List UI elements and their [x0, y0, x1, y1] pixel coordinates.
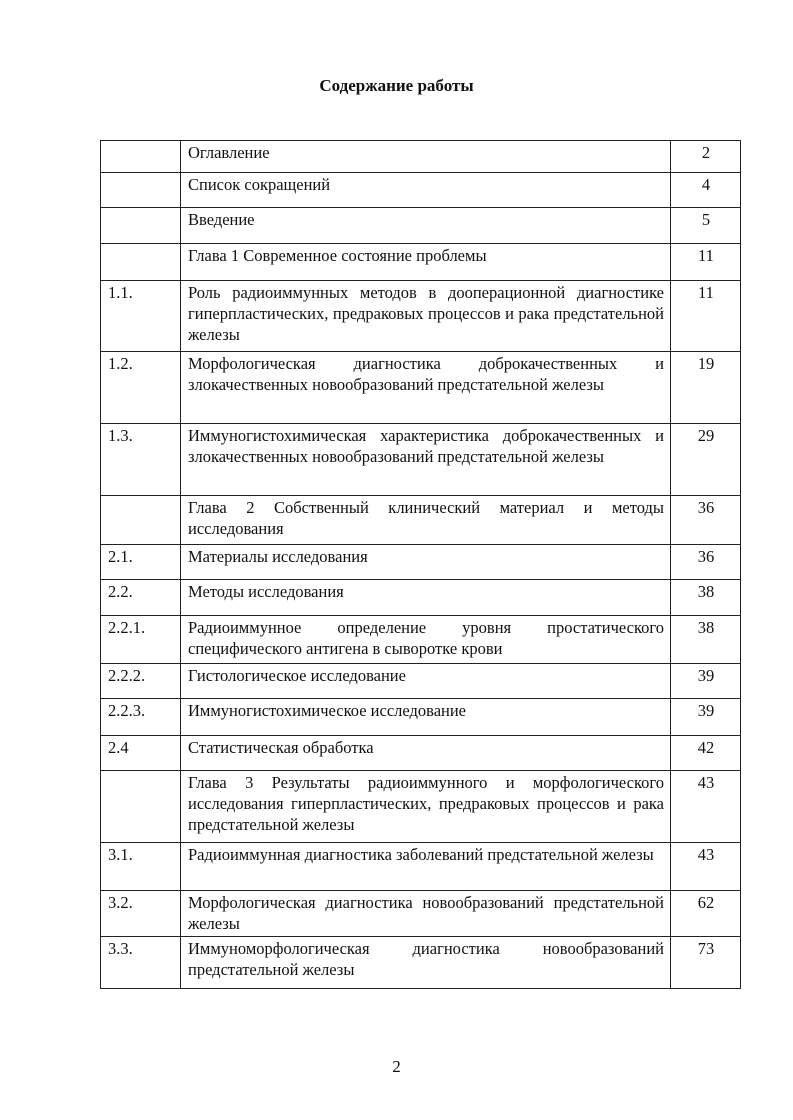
section-title: Морфологическая диагностика новообразований предстательной железы: [181, 891, 671, 937]
section-number: [101, 173, 181, 208]
section-page: 5: [671, 208, 741, 244]
section-number: [101, 496, 181, 545]
section-title: Иммуноморфологическая диагностика новообразований предстательной железы: [181, 937, 671, 989]
section-number: [101, 208, 181, 244]
table-row: [101, 496, 741, 545]
section-page: 38: [671, 580, 741, 616]
section-number: 3.2.: [101, 891, 181, 937]
section-page: 42: [671, 736, 741, 771]
section-title: Оглавление: [181, 141, 671, 173]
table-row: [101, 699, 741, 736]
section-title: Глава 3 Результаты радиоиммунного и морфологического исследования гиперпластических, предраковых процессов и рака предстательной железы: [181, 771, 671, 843]
section-page: 36: [671, 545, 741, 580]
section-title: Введение: [181, 208, 671, 244]
section-number: [101, 244, 181, 281]
section-title: Радиоиммунное определение уровня простатического специфического антигена в сыворотке крови: [181, 616, 671, 664]
table-row: [101, 937, 741, 989]
section-number: 1.3.: [101, 424, 181, 496]
section-page: 73: [671, 937, 741, 989]
section-page: 11: [671, 281, 741, 352]
table-row: [101, 616, 741, 664]
section-title: Список сокращений: [181, 173, 671, 208]
table-row: [101, 580, 741, 616]
table-row: [101, 771, 741, 843]
section-page: 11: [671, 244, 741, 281]
section-title: Морфологическая диагностика доброкачественных и злокачественных новообразований предстательной железы: [181, 352, 671, 424]
section-number: [101, 771, 181, 843]
section-number: 2.2.2.: [101, 664, 181, 699]
page-title: Содержание работы: [319, 76, 474, 95]
section-title: Глава 1 Современное состояние проблемы: [181, 244, 671, 281]
section-page: 43: [671, 843, 741, 891]
table-row: [101, 736, 741, 771]
table-row: [101, 244, 741, 281]
section-number: 1.2.: [101, 352, 181, 424]
section-page: 43: [671, 771, 741, 843]
section-page: 36: [671, 496, 741, 545]
table-row: [101, 208, 741, 244]
section-title: Роль радиоиммунных методов в дооперационной диагностике гиперпластических, предраковых процессов и рака предстательной железы: [181, 281, 671, 352]
section-page: 38: [671, 616, 741, 664]
section-number: 3.3.: [101, 937, 181, 989]
section-number: 1.1.: [101, 281, 181, 352]
section-title: Глава 2 Собственный клинический материал и методы исследования: [181, 496, 671, 545]
section-number: 2.2.1.: [101, 616, 181, 664]
section-title: Иммуногистохимическое исследование: [181, 699, 671, 736]
section-title: Радиоиммунная диагностика заболеваний предстательной железы: [181, 843, 671, 891]
section-title: Гистологическое исследование: [181, 664, 671, 699]
table-row: [101, 352, 741, 424]
table-row: [101, 424, 741, 496]
section-page: 19: [671, 352, 741, 424]
section-title: Материалы исследования: [181, 545, 671, 580]
table-row: [101, 281, 741, 352]
contents-table: [100, 140, 741, 989]
section-page: 29: [671, 424, 741, 496]
table-row: [101, 545, 741, 580]
table-row: [101, 141, 741, 173]
table-row: [101, 843, 741, 891]
section-title: Иммуногистохимическая характеристика доброкачественных и злокачественных новообразований предстательной железы: [181, 424, 671, 496]
section-page: 39: [671, 664, 741, 699]
section-number: 2.2.3.: [101, 699, 181, 736]
section-number: 2.1.: [101, 545, 181, 580]
table-row: [101, 891, 741, 937]
section-title: Статистическая обработка: [181, 736, 671, 771]
section-title: Методы исследования: [181, 580, 671, 616]
section-number: 2.4: [101, 736, 181, 771]
section-number: 2.2.: [101, 580, 181, 616]
section-page: 39: [671, 699, 741, 736]
section-number: [101, 141, 181, 173]
table-row: [101, 664, 741, 699]
section-page: 2: [671, 141, 741, 173]
table-row: [101, 173, 741, 208]
section-page: 62: [671, 891, 741, 937]
page-number: 2: [392, 1057, 401, 1076]
section-page: 4: [671, 173, 741, 208]
section-number: 3.1.: [101, 843, 181, 891]
